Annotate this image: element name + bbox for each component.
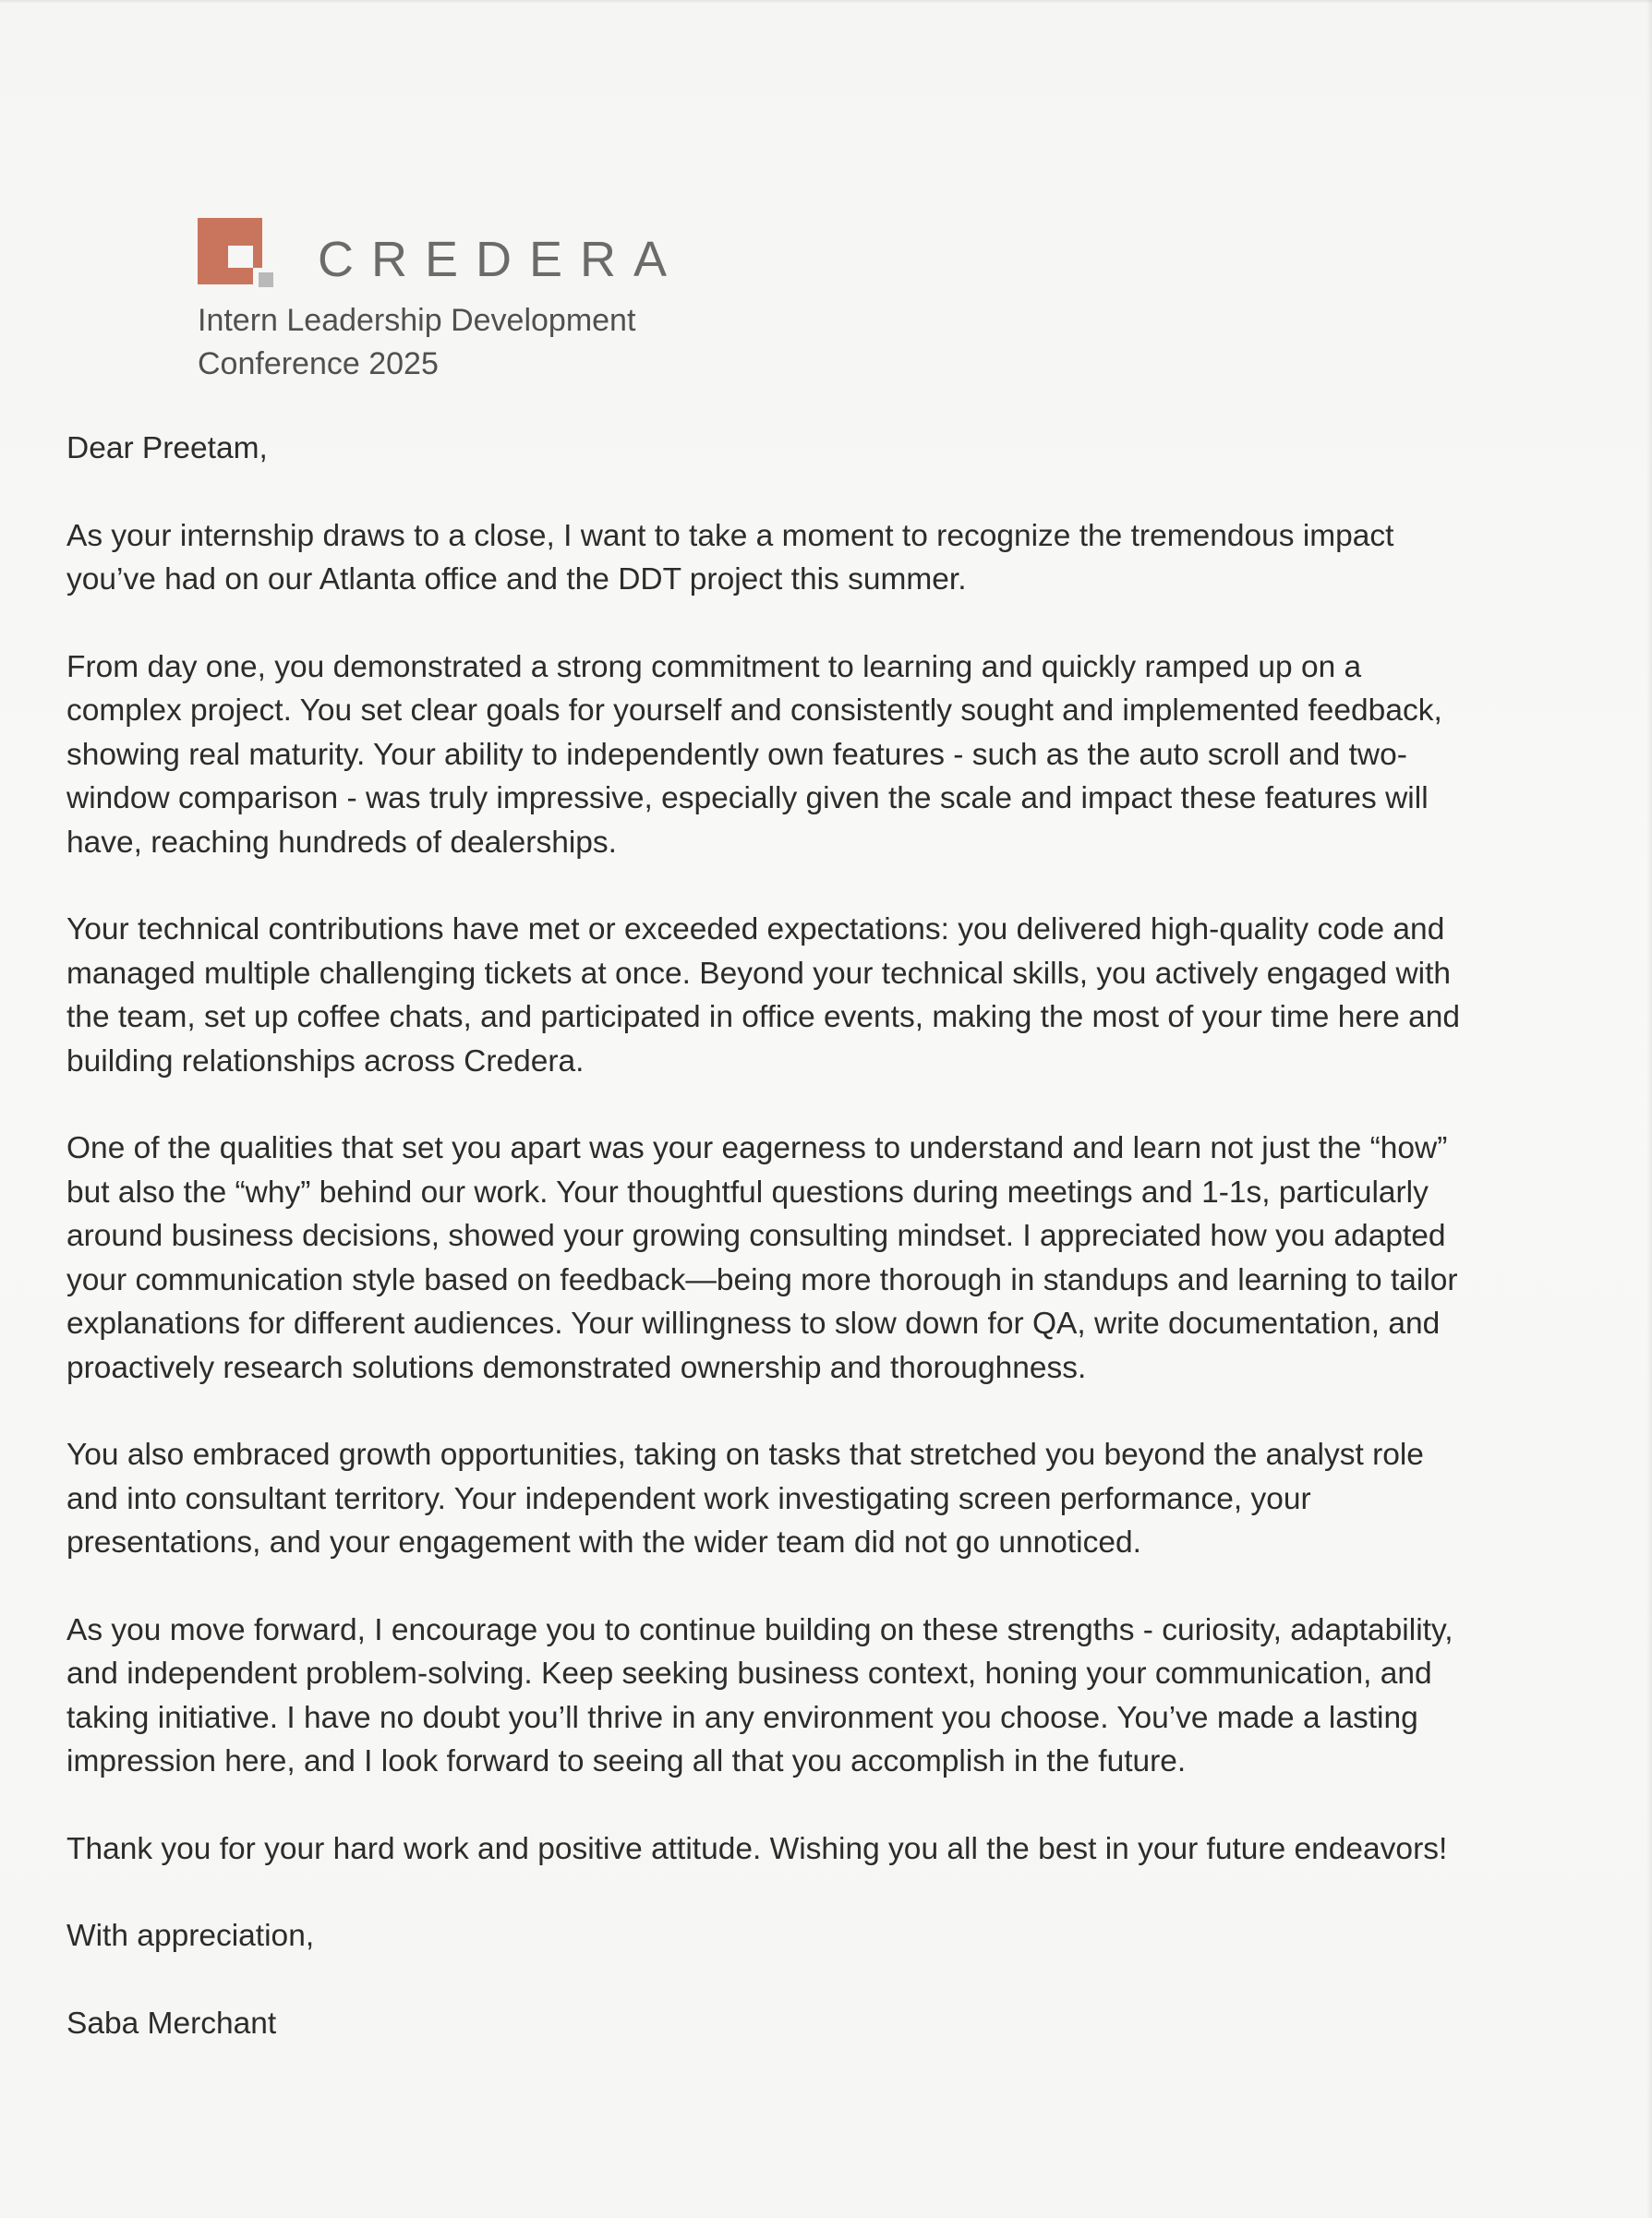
- paragraph-line: You also embraced growth opportunities, taking on tasks that stretched you beyond the analyst role: [66, 1438, 1424, 1472]
- paragraph-line: your communication style based on feedback—being more thorough in standups and learning to tailor: [66, 1262, 1458, 1297]
- letter-paragraph: [66, 514, 1604, 602]
- letter-paragraph: [66, 1609, 1604, 1784]
- paragraph-line: and into consultant territory. Your independent work investigating screen performance, your: [66, 1481, 1311, 1516]
- paragraph-line: but also the “why” behind our work. Your thoughtful questions during meetings and 1-1s, particularly: [66, 1175, 1429, 1210]
- paragraph-line: you’ve had on our Atlanta office and the DDT project this summer.: [66, 562, 967, 597]
- letter-paragraph: [66, 1127, 1604, 1390]
- closing-line: With appreciation,: [66, 1919, 315, 1953]
- paragraph-line: Your technical contributions have met or exceeded expectations: you delivered high-quality code and: [66, 912, 1445, 946]
- paragraph-line: managed multiple challenging tickets at once. Beyond your technical skills, you actively engaged with: [66, 956, 1452, 991]
- event-title: [198, 299, 752, 386]
- company-wordmark: CREDERA: [318, 232, 685, 287]
- page-right-shadow: [1646, 0, 1652, 2218]
- letterhead: [198, 218, 844, 384]
- paragraph-line: showing real maturity. Your ability to independently own features - such as the auto scroll and two-: [66, 737, 1407, 772]
- letter-body: [66, 427, 1604, 2089]
- paragraph-line: As you move forward, I encourage you to continue building on these strengths - curiosity, adaptability,: [66, 1612, 1453, 1647]
- paragraph-line: building relationships across Credera.: [66, 1043, 585, 1079]
- logo-accent-square: [259, 272, 273, 287]
- paragraph-line: have, reaching hundreds of dealerships.: [66, 825, 617, 860]
- paragraph-line: around business decisions, showed your growing consulting mindset. I appreciated how you adapted: [66, 1219, 1446, 1253]
- signature-name: Saba Merchant: [66, 2006, 277, 2041]
- paragraph-line: explanations for different audiences. Your willingness to slow down for QA, write documentation, and: [66, 1307, 1441, 1341]
- salutation: Dear Preetam,: [66, 431, 268, 465]
- letter-paragraph: [66, 1433, 1604, 1565]
- letter-paragraph: [66, 1827, 1604, 1872]
- letter-paragraph: [66, 645, 1604, 865]
- event-title-line: Intern Leadership Development: [198, 303, 636, 338]
- logo-notch: [228, 246, 253, 268]
- paragraph-line: complex project. You set clear goals for yourself and consistently sought and implemented feedback,: [66, 693, 1442, 728]
- paragraph-line: One of the qualities that set you apart was your eagerness to understand and learn not just the “how”: [66, 1131, 1448, 1165]
- paragraph-line: impression here, and I look forward to seeing all that you accomplish in the future.: [66, 1744, 1187, 1778]
- credera-logo-icon: [198, 218, 275, 301]
- paragraph-line: From day one, you demonstrated a strong commitment to learning and quickly ramped up on a: [66, 649, 1362, 684]
- paragraph-line: taking initiative. I have no doubt you’ll thrive in any environment you choose. You’ve made a lasting: [66, 1700, 1418, 1735]
- paragraph-line: window comparison - was truly impressive, especially given the scale and impact these features will: [66, 781, 1429, 815]
- paragraph-line: Thank you for your hard work and positive attitude. Wishing you all the best in your future endeavors!: [66, 1831, 1448, 1866]
- paragraph-line: presentations, and your engagement with the wider team did not go unnoticed.: [66, 1525, 1141, 1560]
- paragraph-line: As your internship draws to a close, I want to take a moment to recognize the tremendous impact: [66, 518, 1394, 553]
- paragraph-line: proactively research solutions demonstrated ownership and thoroughness.: [66, 1350, 1087, 1385]
- paragraph-line: and independent problem-solving. Keep seeking business context, honing your communication, and: [66, 1657, 1432, 1691]
- page-top-shadow: [0, 0, 1652, 4]
- letter-paragraph: [66, 908, 1604, 1083]
- event-title-line: Conference 2025: [198, 346, 439, 381]
- paragraph-line: the team, set up coffee chats, and participated in office events, making the most of your time here and: [66, 1000, 1460, 1034]
